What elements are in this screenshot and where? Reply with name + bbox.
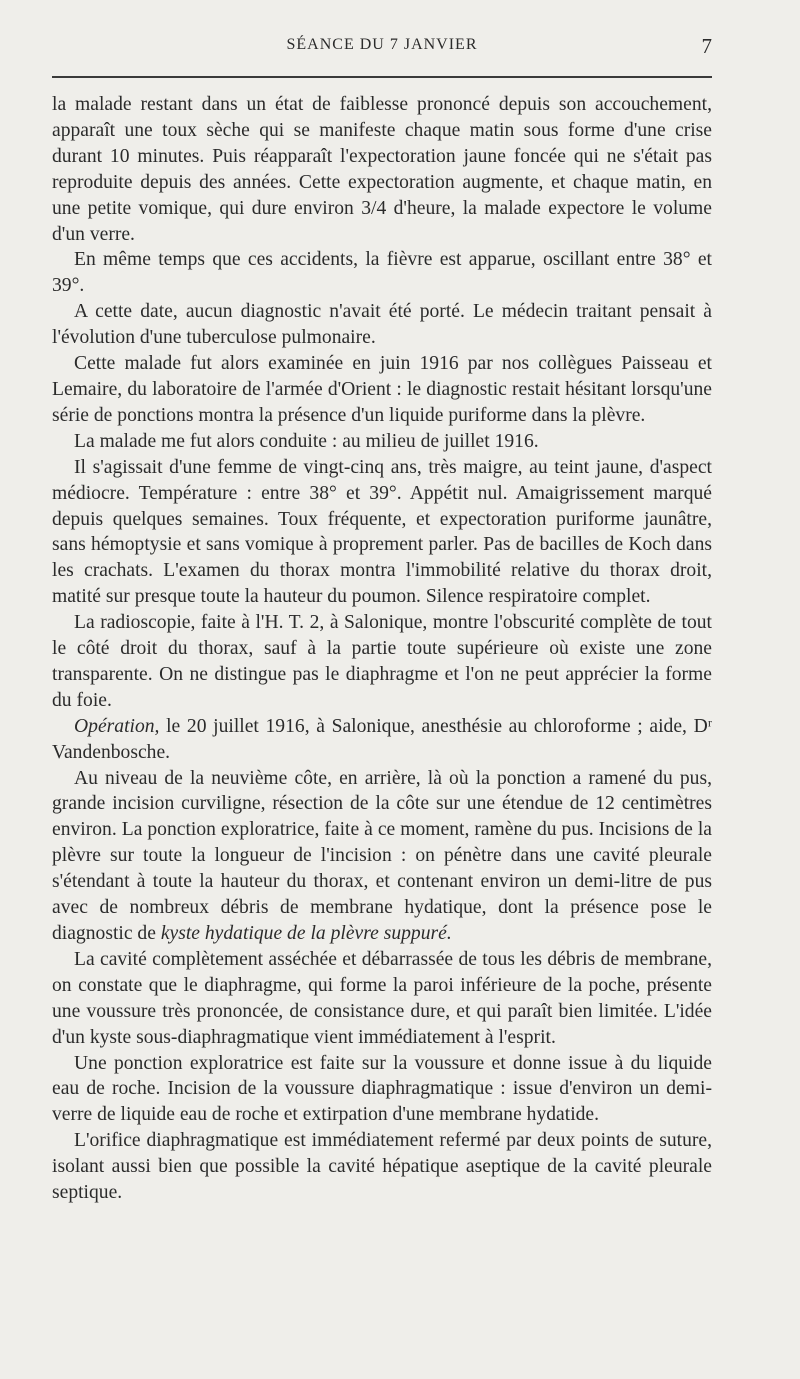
paragraph-text: Au niveau de la neuvième côte, en arrière, là où la ponction a ramené du pus, grande incision curviligne, résection de la côte sur une étendue de 12 centimètres environ. La ponction exploratrice, faite à ce moment, ramène du pus. Incisions de la plèvre sur toute la longueur de l'incision : on pénètre dans une cavité pleurale s'étendant à toute la hauteur du thorax, et contenant environ un demi-litre de pus avec de nombreux débris de membrane hydatique, dont la présence pose le diagnostic de [52, 767, 712, 944]
operation-label: Opération, [74, 715, 160, 737]
paragraph: Il s'agissait d'une femme de vingt-cinq ans, très maigre, au teint jaune, d'aspect médiocre. Température : entre 38° et 39°. Appétit nul. Amaigrissement marqué depuis quelques semaines. Toux fréquente, et expectoration puriforme jaunâtre, sans hémoptysie et sans vomique à proprement parler. Pas de bacilles de Koch dans les crachats. L'examen du thorax montra l'immobilité relative du thorax droit, matité sur presque toute la hauteur du poumon. Silence respiratoire complet. [52, 456, 712, 608]
operation-paragraph [52, 714, 712, 766]
paragraph: Cette malade fut alors examinée en juin 1916 par nos collègues Paisseau et Lemaire, du laboratoire de l'armée d'Orient : le diagnostic restait hésitant lorsqu'une série de ponctions montra la présence d'un liquide puriforme dans la plèvre. [52, 353, 712, 426]
paragraph: La malade me fut alors conduite : au milieu de juillet 1916. [74, 430, 539, 452]
paragraph: La cavité complètement asséchée et débarrassée de tous les débris de membrane, on constate que le diaphragme, qui forme la paroi inférieure de la poche, présente une voussure très prononcée, de consistance dure, et qui paraît bien limitée. L'idée d'un kyste sous-diaphragmatique vient immédiatement à l'esprit. [52, 948, 712, 1048]
operation-text: le 20 juillet 1916, à Salonique, anesthésie au chloroforme ; aide, Dʳ Vandenbosche. [52, 715, 712, 763]
paragraph: La radioscopie, faite à l'H. T. 2, à Salonique, montre l'obscurité complète de tout le côté droit du thorax, sauf à la partie toute supérieure où existe une zone transparente. On ne distingue pas le diaphragme et l'on ne peut apprécier la forme du foie. [52, 612, 712, 711]
page-number: 7 [701, 34, 712, 58]
paragraph: la malade restant dans un état de faiblesse prononcé depuis son accouchement, apparaît une toux sèche qui se manifeste chaque matin sous forme d'une crise durant 10 minutes. Puis réapparaît l'expectoration jaune foncée qui ne s'était pas reproduite depuis des années. Cette expectoration augmente, et chaque matin, en une petite vomique, qui dure environ 3/4 d'heure, la malade expectore le volume d'un verre. [52, 94, 712, 245]
paragraph: A cette date, aucun diagnostic n'avait été porté. Le médecin traitant pensait à l'évolution d'une tuberculose pulmonaire. [52, 301, 712, 349]
page-header [52, 34, 712, 64]
paragraph: En même temps que ces accidents, la fièvre est apparue, oscillant entre 38° et 39°. [52, 249, 712, 297]
paragraph [52, 766, 712, 947]
header-rule [52, 76, 712, 78]
paragraph: L'orifice diaphragmatique est immédiatement refermé par deux points de suture, isolant aussi bien que possible la cavité hépatique aseptique de la cavité pleurale septique. [52, 1130, 712, 1204]
paragraph: Une ponction exploratrice est faite sur la voussure et donne issue à du liquide eau de roche. Incision de la voussure diaphragmatique : issue d'environ un demi-verre de liquide eau de roche et extirpation d'une membrane hydatide. [52, 1052, 712, 1126]
body-text [52, 92, 712, 1206]
running-title: SÉANCE DU 7 JANVIER [286, 36, 478, 53]
diagnosis-term: kyste hydatique de la plèvre suppuré. [160, 923, 452, 944]
